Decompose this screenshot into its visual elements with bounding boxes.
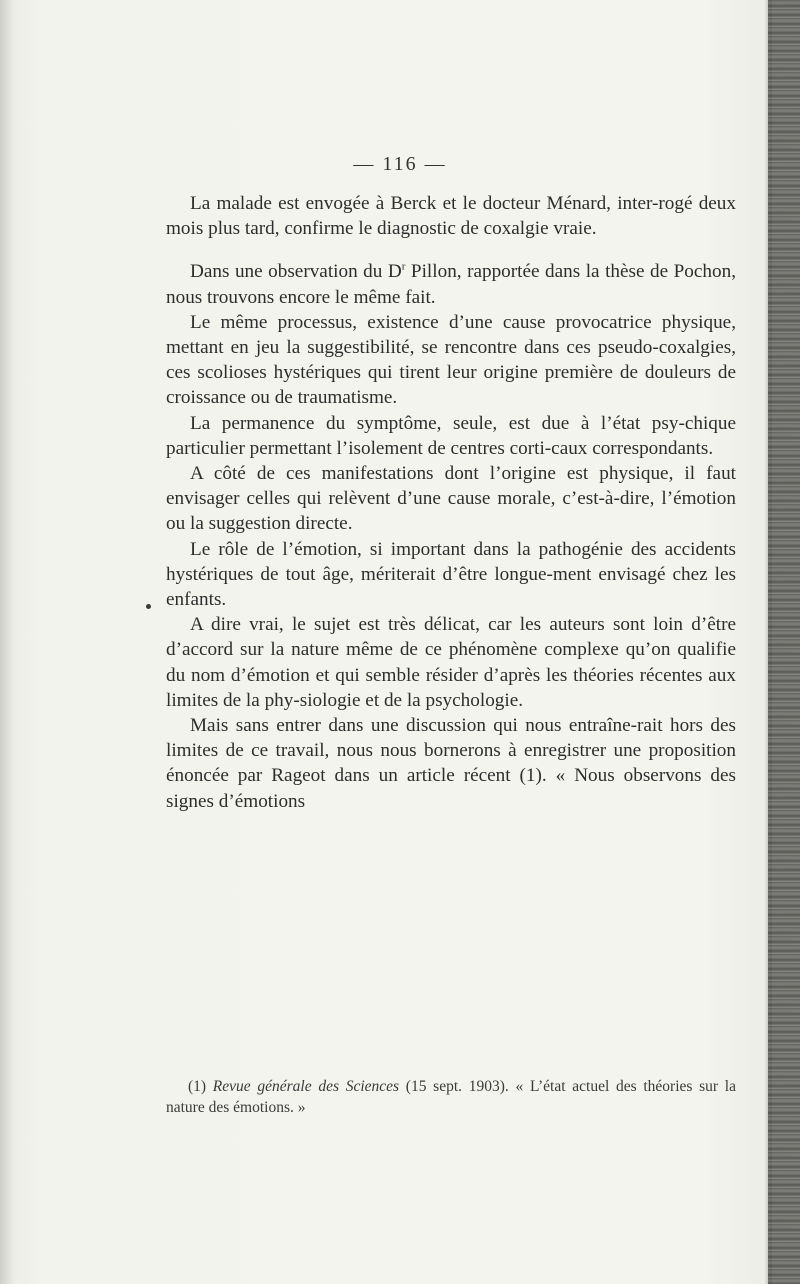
paragraph-1: La malade est envogée à Berck et le docteur Ménard, inter-rogé deux mois plus tard, confirme le diagnostic de coxalgie vraie.	[166, 193, 736, 240]
paragraph-5: A côté de ces manifestations dont l’origine est physique, il faut envisager celles qui relèvent d’une cause morale, c’est-à-dire, l’émotion ou la suggestion directe.	[166, 463, 736, 535]
paragraph-2-end: Pillon, rapportée dans la thèse de Pochon, nous trouvons encore le même fait.	[166, 261, 736, 308]
book-binding-edge	[768, 0, 800, 1284]
footnote	[166, 1076, 736, 1118]
paragraph-7: A dire vrai, le sujet est très délicat, car les auteurs sont loin d’être d’accord sur la nature même de ce phénomène complexe qu’on qualifie du nom d’émotion et qui semble résider d’après les théories récentes aux limites de la phy-siologie et de la psychologie.	[166, 614, 736, 711]
body-text	[166, 191, 736, 814]
paragraph-2-superscript: r	[401, 261, 406, 274]
footnote-marker: (1)	[188, 1078, 213, 1095]
page-number-header: — 116 —	[353, 153, 447, 175]
paragraph-2-start: Dans une observation du D	[190, 261, 402, 283]
paragraph-4: La permanence du symptôme, seule, est due à l’état psy-chique particulier permettant l’isolement de centres corti-caux correspondants.	[166, 412, 736, 459]
footnote-journal: Revue générale des Sciences	[212, 1078, 400, 1095]
footnote-text	[166, 1076, 736, 1118]
page-left-shadow	[0, 0, 14, 1284]
margin-dot	[146, 604, 151, 609]
paragraph-3: Le même processus, existence d’une cause provocatrice physique, mettant en jeu la suggestibilité, se rencontre dans ces pseudo-coxalgies, ces scolioses hystériques qui tirent leur origine première de douleurs de croissance ou de traumatisme.	[166, 311, 736, 409]
paragraph-6: Le rôle de l’émotion, si important dans la pathogénie des accidents hystériques de tout âge, mériterait d’être longue-ment envisagé chez les enfants.	[166, 538, 736, 611]
paragraph-2	[166, 259, 736, 309]
paragraph-8: Mais sans entrer dans une discussion qui nous entraîne-rait hors des limites de ce travail, nous nous bornerons à enregistrer une proposition énoncée par Rageot dans un article récent (1). « Nous observons des signes d’émotions	[166, 715, 736, 812]
footnote-rest: (15 sept. 1903). « L’état actuel des théories sur la nature des émotions. »	[166, 1078, 736, 1116]
